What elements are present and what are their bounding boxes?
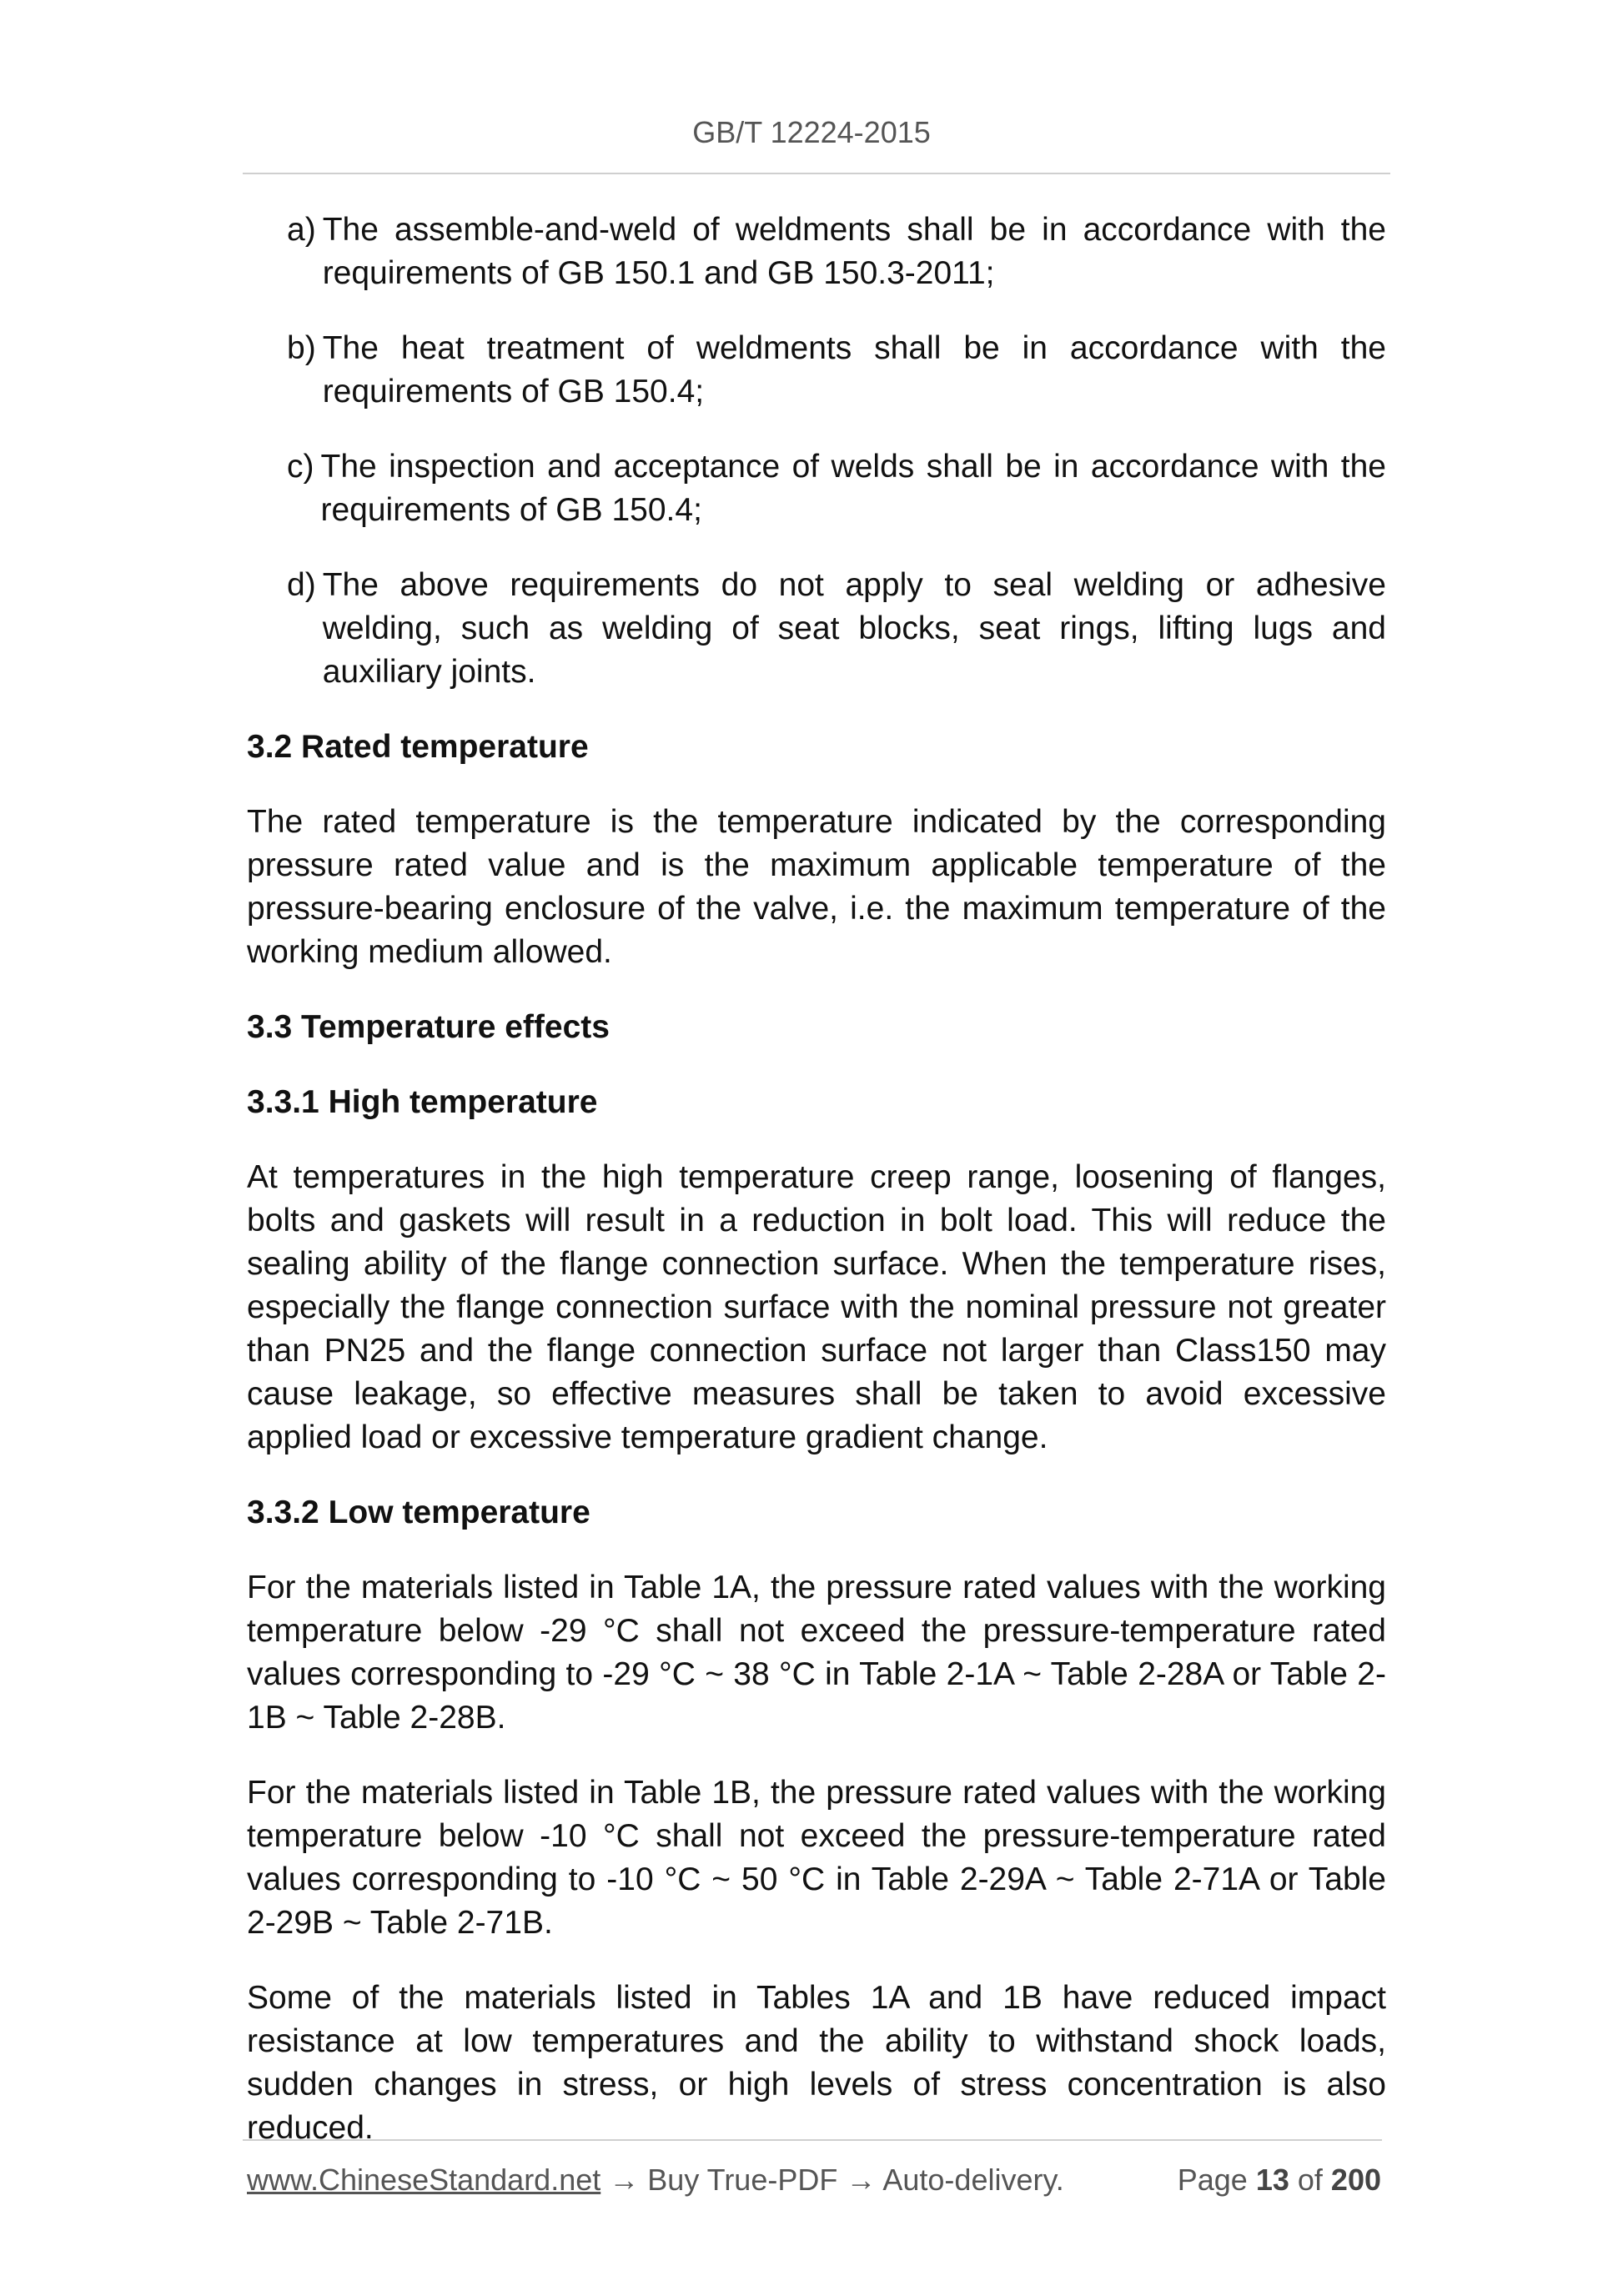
page-total: 200 [1330, 2163, 1381, 2197]
arrow-icon: → [846, 2163, 877, 2197]
list-text: The heat treatment of weldments shall be in accordance with the requirements of GB 150.4; [322, 330, 1386, 409]
header-divider [243, 173, 1390, 174]
section-heading-3-3-1: 3.3.1 High temperature [247, 1084, 598, 1120]
website-link[interactable]: www.ChineseStandard.net [247, 2163, 601, 2197]
paragraph-low-temperature-2: For the materials listed in Table 1B, the pressure rated values with the working temperature below -10 °C shall not exceed the pressure-temperature rated values corresponding to -10 °C ~ 50 °C in Table 2-29A ~ Table 2-71A or Table 2-29B ~ Table 2-71B. [247, 1775, 1386, 1941]
list-marker: b) [287, 330, 316, 366]
list-item [287, 327, 1386, 414]
paragraph-high-temperature: At temperatures in the high temperature creep range, loosening of flanges, bolts and gaskets will result in a reduction in bolt load. This will reduce the sealing ability of the flange connection surface. When the temperature rises, especially the flange connection surface with the nominal pressure not greater than PN25 and the flange connection surface not larger than Class150 may cause leakage, so effective measures shall be taken to avoid excessive applied load or excessive temperature gradient change. [247, 1159, 1386, 1455]
section-heading-3-3: 3.3 Temperature effects [247, 1009, 610, 1045]
list-item [287, 208, 1386, 295]
page-label: Page [1177, 2163, 1248, 2197]
section-heading-3-2: 3.2 Rated temperature [247, 729, 589, 765]
document-body [247, 208, 1386, 2182]
arrow-icon: → [609, 2163, 640, 2197]
paragraph-low-temperature-1: For the materials listed in Table 1A, the pressure rated values with the working temperature below -29 °C shall not exceed the pressure-temperature rated values corresponding to -29 °C ~ 38 °C in Table 2-1A ~ Table 2-28A or Table 2-1B ~ Table 2-28B. [247, 1570, 1386, 1736]
page-counter [1178, 2163, 1381, 2198]
list-item [287, 445, 1386, 532]
page-number: 13 [1255, 2163, 1289, 2197]
list-text: The above requirements do not apply to seal welding or adhesive welding, such as welding of seat blocks, seat rings, lifting lugs and auxiliary joints. [322, 567, 1386, 690]
page-header: GB/T 12224-2015 [692, 115, 931, 149]
list-marker: a) [287, 212, 316, 248]
of-label: of [1297, 2163, 1323, 2197]
list-text: The inspection and acceptance of welds shall be in accordance with the requirements of GB 150.4; [320, 449, 1386, 528]
page-footer [247, 2163, 1381, 2198]
list-item [287, 564, 1386, 694]
list-text: The assemble-and-weld of weldments shall be in accordance with the requirements of GB 150.1 and GB 150.3-2011; [322, 212, 1386, 291]
buy-pdf-text: Buy True-PDF [647, 2163, 838, 2197]
list-marker: c) [287, 449, 314, 485]
footer-divider [243, 2139, 1382, 2141]
list-marker: d) [287, 567, 316, 603]
paragraph-rated-temperature: The rated temperature is the temperature indicated by the corresponding pressure rated value and is the maximum applicable temperature of the pressure-bearing enclosure of the valve, i.e. the maximum temperature of the working medium allowed. [247, 804, 1386, 970]
paragraph-low-temperature-3: Some of the materials listed in Tables 1A and 1B have reduced impact resistance at low temperatures and the ability to withstand shock loads, sudden changes in stress, or high levels of stress concentration is also reduced. [247, 1980, 1386, 2146]
delivery-text: Auto-delivery. [882, 2163, 1064, 2197]
section-heading-3-3-2: 3.3.2 Low temperature [247, 1495, 590, 1530]
